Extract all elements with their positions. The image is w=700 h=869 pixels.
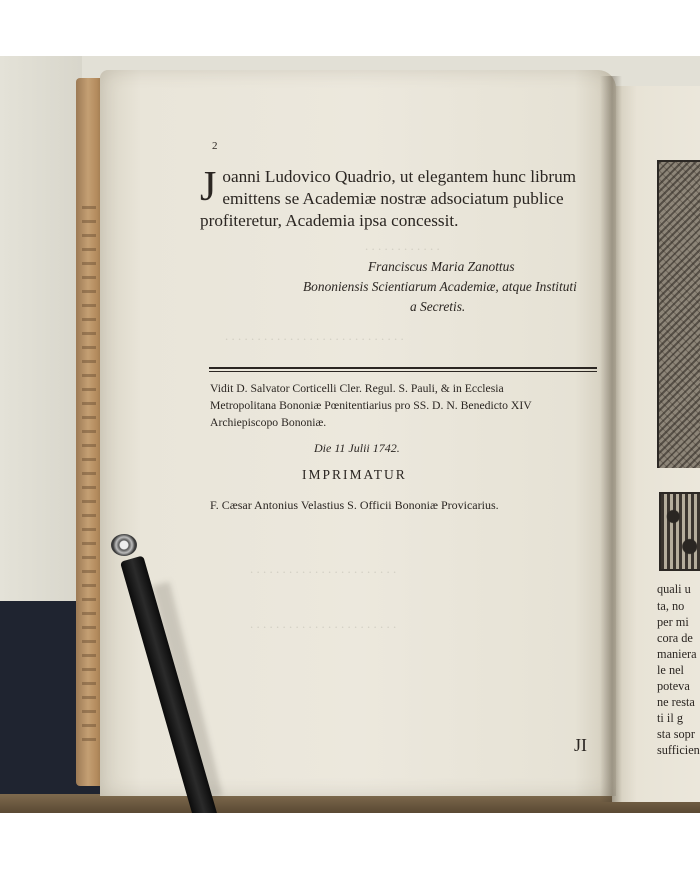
right-page-line: ti il g bbox=[657, 711, 683, 725]
decorative-initial bbox=[659, 492, 700, 571]
show-through-text: . . . . . . . . . . . . . . . . . . . . . . . bbox=[250, 616, 397, 631]
background-wall bbox=[0, 56, 82, 601]
vidit-line: Metropolitana Bononiæ Pœnitentiarius pro SS. D. N. Benedicto XIV bbox=[210, 399, 532, 412]
dedication-paragraph bbox=[200, 166, 600, 232]
vidit-line: Vidit D. Salvator Corticelli Cler. Regul. S. Pauli, & in Ecclesia bbox=[210, 382, 504, 395]
show-through-text: . . . . . . . . . . . . . . . . . . . . . . . bbox=[250, 561, 397, 576]
right-page-line: quali u bbox=[657, 582, 691, 596]
signature-role: a Secretis. bbox=[410, 299, 466, 314]
vidit-line: Archiepiscopo Bononiæ. bbox=[210, 416, 327, 429]
right-page-line: le nel bbox=[657, 663, 684, 677]
right-page-line: sta sopr bbox=[657, 727, 695, 741]
date-line: Die 11 Julii 1742. bbox=[314, 441, 400, 455]
imprimatur-heading: IMPRIMATUR bbox=[302, 467, 407, 482]
approval-line: F. Cæsar Antonius Velastius S. Officii Bononiæ Provicarius. bbox=[210, 498, 499, 512]
engraved-illustration bbox=[657, 160, 700, 468]
drop-capital: J bbox=[200, 164, 217, 210]
paragraph-line: emittens se Academiæ nostræ adsociatum publice bbox=[222, 189, 564, 208]
paragraph-line: profiteretur, Academia ipsa concessit. bbox=[200, 211, 459, 230]
signature-mark: JI bbox=[574, 735, 587, 755]
section-rule-thin bbox=[209, 371, 597, 372]
right-page-line: maniera bbox=[657, 647, 697, 661]
signature-name: Franciscus Maria Zanottus bbox=[368, 259, 515, 274]
right-page-line: ta, no bbox=[657, 599, 685, 613]
signature-title: Bononiensis Scientiarum Academiæ, atque Instituti bbox=[303, 279, 577, 294]
wooden-stand bbox=[0, 794, 700, 813]
right-page-line: cora de bbox=[657, 631, 693, 645]
show-through-text: . . . . . . . . . . . . bbox=[365, 238, 440, 253]
paragraph-line: oanni Ludovico Quadrio, ut elegantem hunc librum bbox=[222, 167, 577, 186]
vidit-statement bbox=[210, 380, 532, 431]
page-number: 2 bbox=[212, 140, 218, 152]
section-rule bbox=[209, 367, 597, 369]
right-page-line: poteva bbox=[657, 679, 690, 693]
right-page-line: sufficien bbox=[657, 743, 700, 757]
book-photograph bbox=[0, 56, 700, 813]
show-through-text: . . . . . . . . . . . . . . . . . . . . . . . . . . . . bbox=[225, 328, 404, 343]
page-gutter-shadow bbox=[600, 76, 622, 802]
right-page-line: ne resta bbox=[657, 695, 695, 709]
page-holder-clip bbox=[111, 534, 137, 556]
spine-decoration bbox=[82, 206, 96, 746]
right-page-line: per mi bbox=[657, 615, 689, 629]
